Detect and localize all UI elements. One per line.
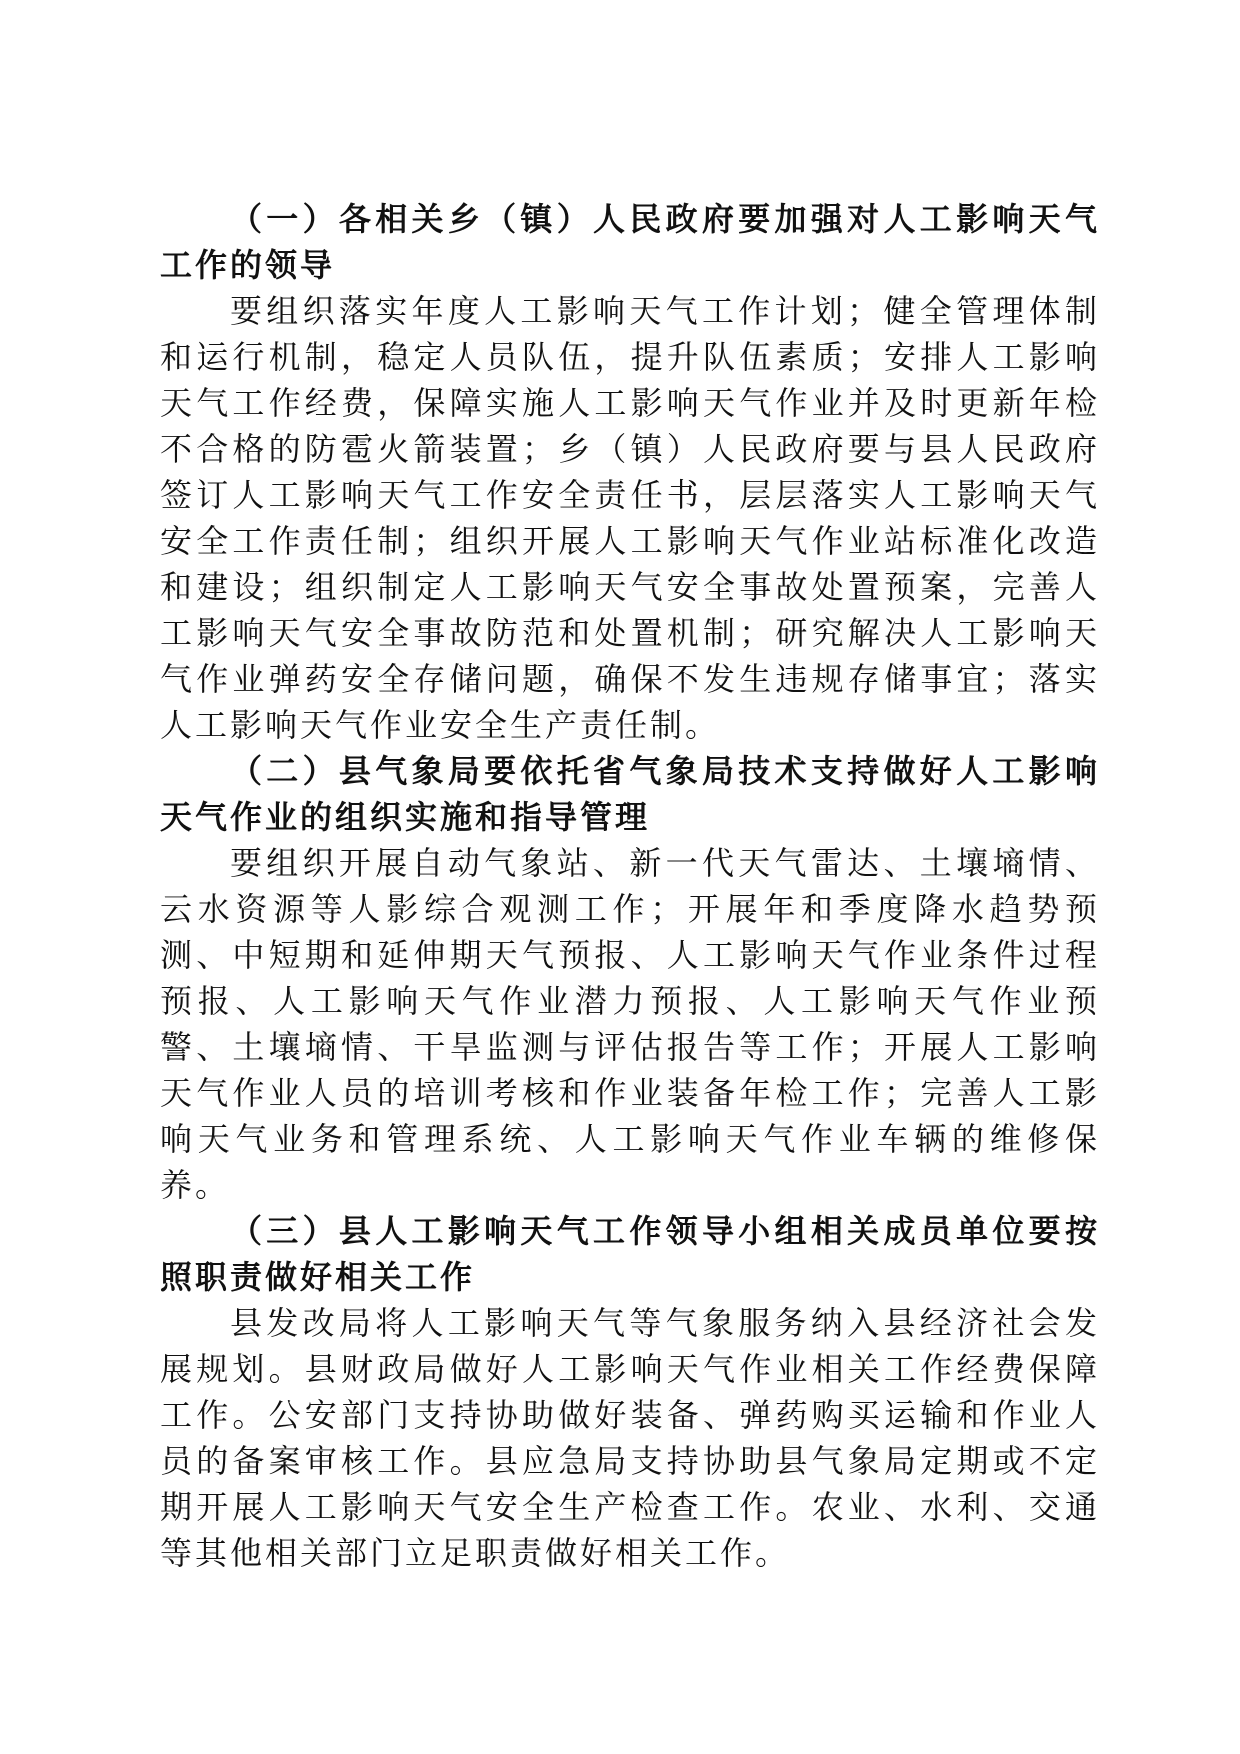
section-3-heading: （三）县人工影响天气工作领导小组相关成员单位要按照职责做好相关工作 <box>160 1212 1100 1296</box>
document-body <box>160 196 1100 1576</box>
section-1-heading: （一）各相关乡（镇）人民政府要加强对人工影响天气工作的领导 <box>160 200 1100 284</box>
section-2-paragraph: 要组织开展自动气象站、新一代天气雷达、土壤墒情、云水资源等人影综合观测工作；开展年和季度降水趋势预测、中短期和延伸期天气预报、人工影响天气作业条件过程预报、人工影响天气作业潜力预报、人工影响天气作业预警、土壤墒情、干旱监测与评估报告等工作；开展人工影响天气作业人员的培训考核和作业装备年检工作；完善人工影响天气业务和管理系统、人工影响天气作业车辆的维修保养。 <box>160 844 1100 1204</box>
section-2-heading: （二）县气象局要依托省气象局技术支持做好人工影响天气作业的组织实施和指导管理 <box>160 752 1100 836</box>
section-1-paragraph: 要组织落实年度人工影响天气工作计划；健全管理体制和运行机制，稳定人员队伍，提升队伍素质；安排人工影响天气工作经费，保障实施人工影响天气作业并及时更新年检不合格的防雹火箭装置；乡（镇）人民政府要与县人民政府签订人工影响天气工作安全责任书，层层落实人工影响天气安全工作责任制；组织开展人工影响天气作业站标准化改造和建设；组织制定人工影响天气安全事故处置预案，完善人工影响天气安全事故防范和处置机制；研究解决人工影响天气作业弹药安全存储问题，确保不发生违规存储事宜；落实人工影响天气作业安全生产责任制。 <box>160 292 1100 744</box>
section-3-paragraph: 县发改局将人工影响天气等气象服务纳入县经济社会发展规划。县财政局做好人工影响天气作业相关工作经费保障工作。公安部门支持协助做好装备、弹药购买运输和作业人员的备案审核工作。县应急局支持协助县气象局定期或不定期开展人工影响天气安全生产检查工作。农业、水利、交通等其他相关部门立足职责做好相关工作。 <box>160 1304 1100 1572</box>
